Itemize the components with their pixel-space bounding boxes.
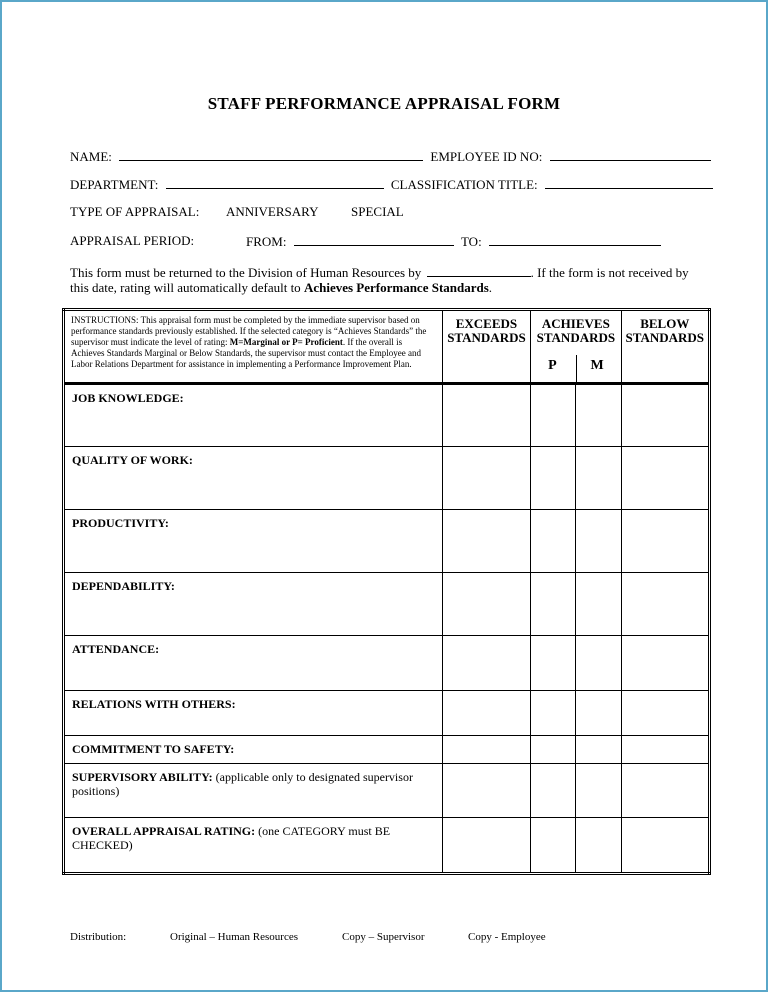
category-label: JOB KNOWLEDGE: [72, 391, 184, 405]
table-row [64, 510, 710, 573]
proficient-checkbox[interactable] [531, 636, 576, 691]
proficient-checkbox[interactable] [531, 818, 576, 874]
notice-default-rating: Achieves Performance Standards [303, 280, 489, 295]
name-row [70, 148, 711, 165]
below-header-line1: BELOW [640, 316, 690, 331]
proficient-checkbox[interactable] [531, 384, 576, 447]
exceeds-checkbox[interactable] [442, 691, 530, 736]
exceeds-checkbox[interactable] [442, 818, 530, 874]
below-checkbox[interactable] [621, 818, 709, 874]
from-label: FROM: [246, 234, 287, 249]
category-dependability [64, 573, 443, 636]
employee-id-field[interactable] [550, 148, 711, 161]
department-row [70, 176, 713, 193]
notice-text-2: . If the form is not received by this date, rating will automatically default to [70, 265, 689, 295]
notice-end: . [488, 280, 493, 295]
marginal-checkbox[interactable] [576, 636, 621, 691]
to-label: TO: [460, 234, 482, 249]
category-overall-rating [64, 818, 443, 874]
below-checkbox[interactable] [621, 736, 709, 764]
notice-text-1: This form must be returned to the Division of Human Resources by [70, 265, 422, 280]
exceeds-header-line2: STANDARDS [447, 330, 526, 345]
classification-field[interactable] [545, 176, 713, 189]
table-row [64, 447, 710, 510]
form-title: STAFF PERFORMANCE APPRAISAL FORM [207, 94, 561, 113]
achieves-header-line1: ACHIEVES [541, 316, 610, 331]
proficient-checkbox[interactable] [531, 510, 576, 573]
below-checkbox[interactable] [621, 636, 709, 691]
below-checkbox[interactable] [621, 510, 709, 573]
category-commitment-to-safety [64, 736, 443, 764]
category-label: DEPENDABILITY: [72, 579, 175, 593]
table-header-row [64, 310, 710, 384]
instructions-rating-levels: M=Marginal or P= Proficient [229, 337, 343, 347]
proficient-header: P [548, 358, 557, 373]
return-notice [70, 264, 700, 295]
marginal-checkbox[interactable] [576, 384, 621, 447]
below-checkbox[interactable] [621, 447, 709, 510]
marginal-checkbox[interactable] [576, 573, 621, 636]
achieves-header [531, 310, 621, 384]
instructions-text: INSTRUCTIONS: This appraisal form must be completed by the immediate supervisor based on performance standards previously established. If the selected category is “Achieves Standards” the supervisor must indicate the level of rating: [71, 315, 427, 347]
category-note: (applicable only to designated supervisor positions) [72, 770, 413, 798]
department-label: DEPARTMENT: [70, 177, 159, 192]
exceeds-checkbox[interactable] [442, 736, 530, 764]
category-label: QUALITY OF WORK: [72, 453, 193, 467]
exceeds-checkbox[interactable] [442, 447, 530, 510]
exceeds-header-line1: EXCEEDS [455, 316, 518, 331]
exceeds-checkbox[interactable] [442, 764, 530, 818]
category-supervisory-ability [64, 764, 443, 818]
name-label: NAME: [70, 149, 112, 164]
table-row [64, 573, 710, 636]
category-label: COMMITMENT TO SAFETY: [72, 742, 235, 756]
distribution-original: Original – Human Resources [170, 931, 298, 943]
exceeds-checkbox[interactable] [442, 573, 530, 636]
category-attendance [64, 636, 443, 691]
below-header [621, 310, 709, 384]
table-row [64, 818, 710, 874]
proficient-checkbox[interactable] [531, 573, 576, 636]
proficient-checkbox[interactable] [531, 764, 576, 818]
name-field[interactable] [119, 148, 423, 161]
marginal-checkbox[interactable] [576, 764, 621, 818]
category-note: (one CATEGORY must BE CHECKED) [72, 824, 391, 852]
marginal-checkbox[interactable] [576, 510, 621, 573]
exceeds-checkbox[interactable] [442, 384, 530, 447]
proficient-checkbox[interactable] [531, 736, 576, 764]
category-relations-with-others [64, 691, 443, 736]
employee-id-label: EMPLOYEE ID NO: [430, 149, 543, 164]
pm-divider [576, 355, 577, 382]
proficient-checkbox[interactable] [531, 447, 576, 510]
category-label: RELATIONS WITH OTHERS: [72, 697, 236, 711]
marginal-checkbox[interactable] [576, 818, 621, 874]
return-date-field[interactable] [427, 264, 531, 277]
exceeds-checkbox[interactable] [442, 510, 530, 573]
marginal-checkbox[interactable] [576, 736, 621, 764]
anniversary-option[interactable]: ANNIVERSARY [226, 204, 319, 219]
category-quality-of-work [64, 447, 443, 510]
distribution-label: Distribution: [70, 931, 127, 943]
department-field[interactable] [166, 176, 384, 189]
category-productivity [64, 510, 443, 573]
below-header-line2: STANDARDS [625, 330, 705, 345]
table-row [64, 691, 710, 736]
classification-label: CLASSIFICATION TITLE: [390, 177, 538, 192]
category-label: PRODUCTIVITY: [72, 516, 169, 530]
marginal-checkbox[interactable] [576, 447, 621, 510]
below-checkbox[interactable] [621, 691, 709, 736]
marginal-checkbox[interactable] [576, 691, 621, 736]
period-label: APPRAISAL PERIOD: [70, 233, 195, 248]
distribution-supervisor: Copy – Supervisor [342, 931, 425, 943]
category-job-knowledge [64, 384, 443, 447]
below-checkbox[interactable] [621, 384, 709, 447]
exceeds-checkbox[interactable] [442, 636, 530, 691]
table-row [64, 636, 710, 691]
from-field[interactable] [294, 233, 454, 246]
below-checkbox[interactable] [621, 764, 709, 818]
category-label: ATTENDANCE: [72, 642, 160, 656]
achieves-header-line2: STANDARDS [536, 330, 616, 345]
special-option[interactable]: SPECIAL [351, 204, 404, 219]
exceeds-header [442, 310, 530, 384]
distribution-employee: Copy - Employee [468, 931, 546, 943]
table-row [64, 764, 710, 818]
type-label: TYPE OF APPRAISAL: [70, 204, 200, 219]
to-field[interactable] [489, 233, 661, 246]
instructions-text-2: . If the overall is Achieves Standards Marginal or Below Standards, the supervisor must contact the Employee and Labor Relations Department for assistance in implementing a Performance Improvement Plan. [71, 337, 422, 369]
proficient-checkbox[interactable] [531, 691, 576, 736]
period-row [246, 233, 661, 250]
table-row [64, 736, 710, 764]
marginal-header: M [590, 358, 604, 373]
below-checkbox[interactable] [621, 573, 709, 636]
instructions-cell [64, 310, 443, 384]
category-label: OVERALL APPRAISAL RATING: [72, 824, 256, 838]
category-label: SUPERVISORY ABILITY: [72, 770, 213, 784]
rating-table [62, 308, 711, 875]
table-row [64, 384, 710, 447]
